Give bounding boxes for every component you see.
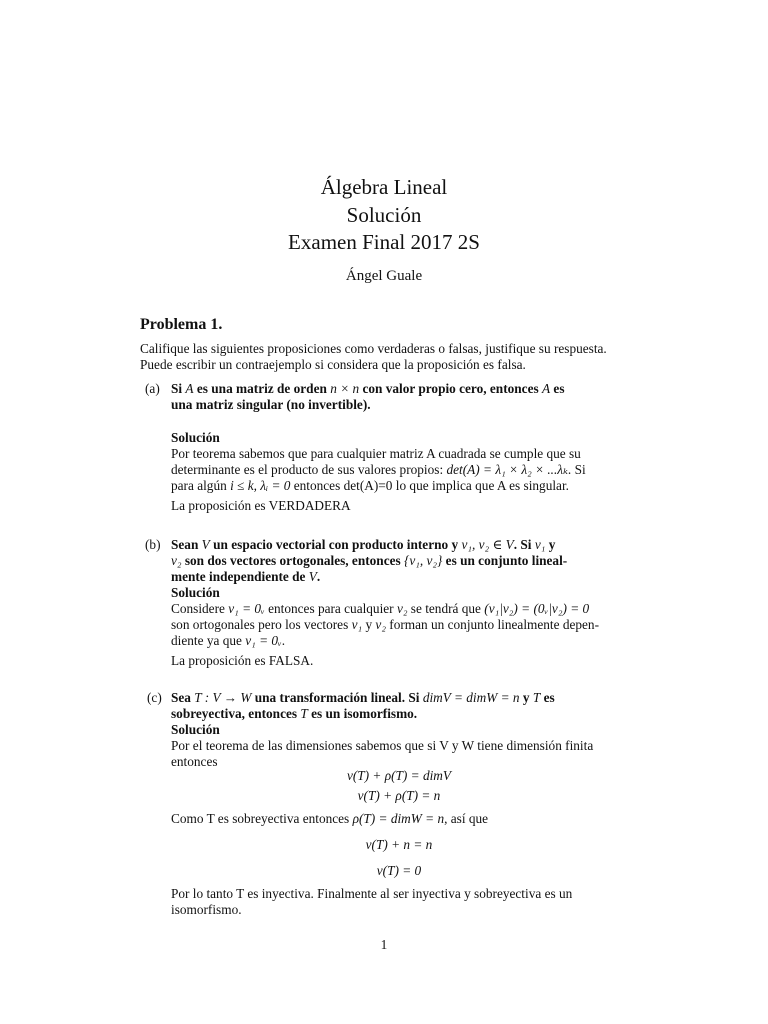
item-b-solution-line-1: Considere v₁ = 0ᵥ entonces para cualquier v₂ se tendrá que (v₁|v₂) = (0ᵥ|v₂) = 0	[171, 601, 590, 616]
item-c-statement-line-2: sobreyectiva, entonces T es un isomorfismo.	[171, 706, 418, 721]
item-c-solution-line-1: Por el teorema de las dimensiones sabemos que si V y W tiene dimensión finita	[171, 738, 594, 753]
item-b-statement-line-3: mente independiente de V.	[171, 569, 321, 584]
item-a-solution-line-2: determinante es el producto de sus valores propios: det(A) = λ₁ × λ₂ × ...λₖ. Si	[171, 462, 586, 477]
problem-intro-line-1: Califique las siguientes proposiciones como verdaderas o falsas, justifique su respuesta.	[140, 341, 607, 356]
page-number: 1	[380, 937, 388, 952]
item-b-solution-heading: Solución	[171, 585, 220, 600]
problem-heading: Problema 1.	[140, 316, 223, 333]
item-c-solution-heading: Solución	[171, 722, 220, 737]
equation-3: ν(T) + n = n	[365, 837, 433, 852]
item-a-solution-heading: Solución	[171, 430, 220, 445]
item-b-solution-line-2: son ortogonales pero los vectores v₁ y v₂ forman un conjunto linealmente depen-	[171, 617, 600, 632]
item-a-solution-line-3: para algún i ≤ k, λᵢ = 0 entonces det(A)=0 lo que implica que A es singular.	[171, 478, 569, 493]
item-b-statement-line-1: Sean V un espacio vectorial con producto interno y v₁, v₂ ∈ V. Si v₁ y	[171, 537, 556, 552]
item-c-final-line-1: Por lo tanto T es inyectiva. Finalmente al ser inyectiva y sobreyectiva es un	[171, 886, 573, 901]
item-a-solution-line-1: Por teorema sabemos que para cualquier matriz A cuadrada se cumple que su	[171, 446, 581, 461]
document-subtitle: Solución	[346, 203, 422, 227]
item-c-solution-line-3: Como T es sobreyectiva entonces ρ(T) = dimW = n, así que	[171, 811, 489, 826]
document-title: Álgebra Lineal	[320, 175, 448, 199]
problem-intro-line-2: Puede escribir un contraejemplo si considera que la proposición es falsa.	[140, 357, 526, 372]
author: Ángel Guale	[345, 268, 423, 284]
item-c-solution-line-2: entonces	[171, 754, 218, 769]
item-a-conclusion: La proposición es VERDADERA	[171, 498, 351, 513]
item-a-label: (a)	[145, 381, 160, 396]
item-b-solution-line-3: diente ya que v₁ = 0ᵥ.	[171, 633, 286, 648]
exam-title: Examen Final 2017 2S	[288, 230, 480, 254]
equation-4: ν(T) = 0	[376, 863, 422, 878]
item-a-statement-line-1: Si A es una matriz de orden n × n con valor propio cero, entonces A es	[171, 381, 565, 396]
item-a-statement-line-2: una matriz singular (no invertible).	[171, 397, 371, 412]
equation-2: ν(T) + ρ(T) = n	[357, 788, 441, 803]
equation-1: ν(T) + ρ(T) = dimV	[346, 768, 452, 783]
item-b-statement-line-2: v₂ son dos vectores ortogonales, entonces {v₁, v₂} es un conjunto lineal-	[171, 553, 568, 568]
item-c-final-line-2: isomorfismo.	[171, 902, 242, 917]
item-c-statement-line-1: Sea T : V → W una transformación lineal. Si dimV = dimW = n y T es	[171, 690, 555, 705]
item-c-label: (c)	[147, 690, 162, 705]
item-b-conclusion: La proposición es FALSA.	[171, 653, 314, 668]
item-b-label: (b)	[145, 537, 161, 552]
